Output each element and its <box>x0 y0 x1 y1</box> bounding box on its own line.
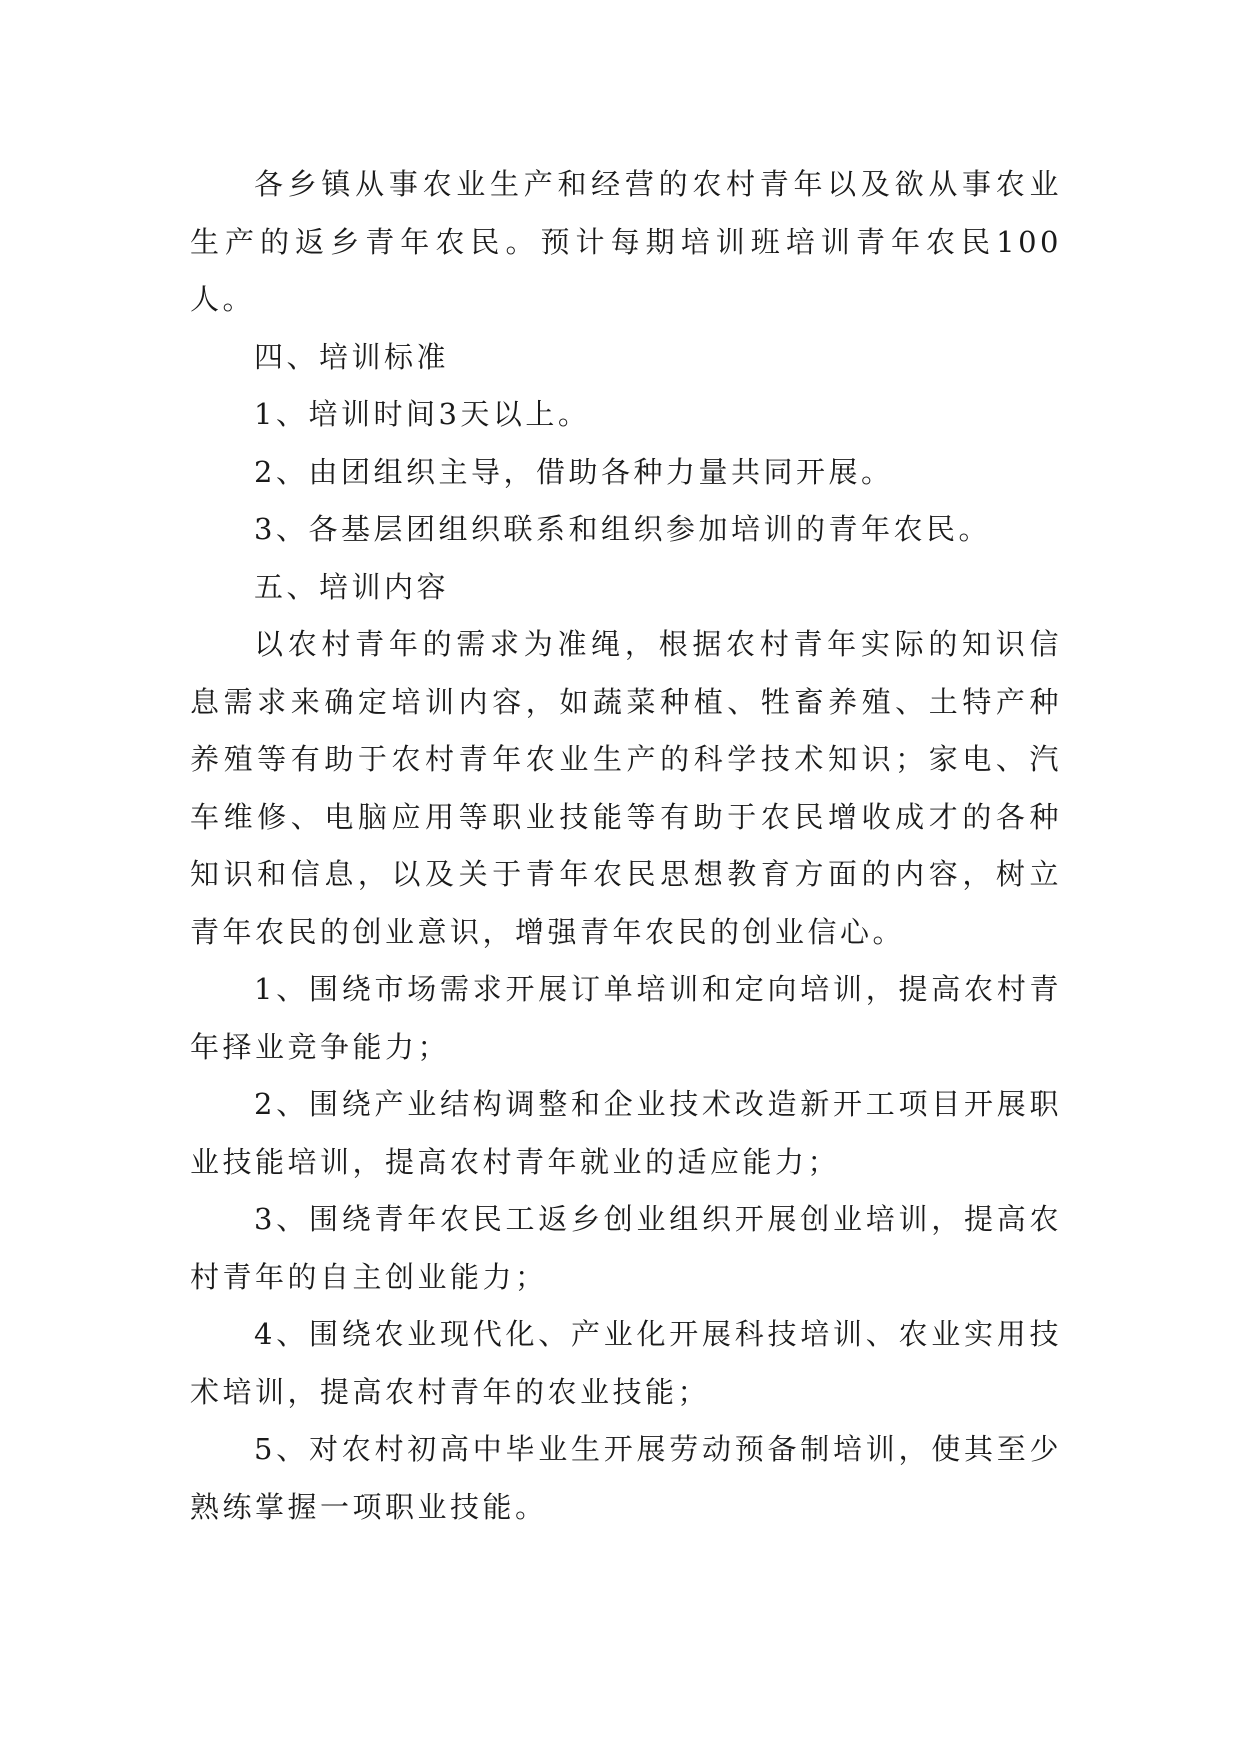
document-page <box>190 156 1062 1536</box>
list-item-standard-3: 3、各基层团组织联系和组织参加培训的青年农民。 <box>254 512 991 546</box>
list-item-content-4: 4、围绕农业现代化、产业化开展科技培训、农业实用技术培训，提高农村青年的农业技能； <box>190 1317 1062 1409</box>
list-item-content-3: 3、围绕青年农民工返乡创业组织开展创业培训，提高农村青年的自主创业能力； <box>190 1202 1062 1294</box>
paragraph-trainees: 各乡镇从事农业生产和经营的农村青年以及欲从事农业生产的返乡青年农民。预计每期培训班培训青年农民100人。 <box>190 167 1062 316</box>
section-heading-content: 五、培训内容 <box>254 569 450 604</box>
list-item-content-1: 1、围绕市场需求开展订单培训和定向培训，提高农村青年择业竞争能力； <box>190 972 1062 1064</box>
list-item-standard-2: 2、由团组织主导，借助各种力量共同开展。 <box>254 454 894 489</box>
section-heading-standards: 四、培训标准 <box>254 339 450 374</box>
list-item-content-5: 5、对农村初高中毕业生开展劳动预备制培训，使其至少熟练掌握一项职业技能。 <box>190 1432 1062 1524</box>
list-item-content-2: 2、围绕产业结构调整和企业技术改造新开工项目开展职业技能培训，提高农村青年就业的适应能力； <box>190 1087 1062 1179</box>
paragraph-content-intro: 以农村青年的需求为准绳，根据农村青年实际的知识信息需求来确定培训内容，如蔬菜种植、牲畜养殖、土特产种养殖等有助于农村青年农业生产的科学技术知识；家电、汽车维修、电脑应用等职业技能等有助于农民增收成才的各种知识和信息，以及关于青年农民思想教育方面的内容，树立青年农民的创业意识，增强青年农民的创业信心。 <box>190 627 1062 949</box>
list-item-standard-1: 1、培训时间3天以上。 <box>254 397 591 431</box>
